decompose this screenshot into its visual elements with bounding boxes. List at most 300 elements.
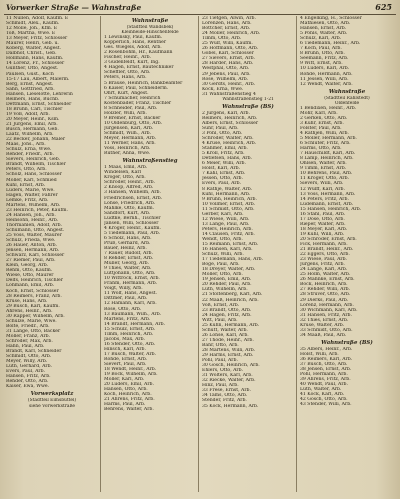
directory-entry: Bahr, Otto, Arb.: [202, 342, 239, 348]
directory-entry: Kühl, Hermann, Arb.: [202, 191, 251, 197]
directory-entry: 31 Hansen, Fritz, Arb.: [300, 312, 352, 318]
directory-entry: 30 Gosch, Heinrich, Arb.: [202, 363, 260, 369]
directory-entry: Wendt, Otto, Arb.: [202, 236, 243, 242]
directory-entry: Jürgens, Fritz, Arb.: [300, 262, 345, 268]
directory-entry: 5 Möller, Hermann, Arb.: [300, 136, 357, 142]
directory-entry: Fölster, Paul, Arb.: [300, 125, 342, 131]
directory-entry: Dalbhof, Christ., Geb.: [6, 51, 57, 57]
directory-entry: 30 Gerdts, Heinr., Arb.: [202, 81, 256, 87]
directory-entry: Kühl, Ernst, Arb.: [6, 182, 46, 188]
running-head: Vorwerker Straße — Wahnstraße: [6, 3, 142, 12]
directory-entry: 5 Pöhls, Walter, Arb.: [300, 31, 348, 37]
directory-entry: 31 Lange, Otto, Bäcker: [6, 328, 61, 334]
directory-entry: Rose, Wilhelm, Arb.: [202, 76, 249, 82]
directory-entry: Frahm, Hermann, Arb.: [104, 281, 158, 287]
directory-entry: Kröger, Otto, Arb.: [104, 175, 146, 181]
directory-entry: 7 Koch, Paul, Arb.: [300, 46, 342, 52]
directory-entry: Hansen, Otto, Arb.: [104, 387, 148, 393]
directory-entry: 16 Stahl, Paul, Arb.: [300, 211, 346, 217]
directory-entry: Mohr, Karl, Arb.: [300, 110, 338, 116]
directory-entry: 19 Bock, Wilhelm, Arb.: [104, 372, 158, 378]
directory-entry: Lüttjohann, Otto, Arb.: [104, 271, 156, 277]
directory-entry: Bauer, Heinz, Arb.: [104, 245, 147, 251]
directory-entry: Timm, Otto, Arb.: [202, 36, 242, 42]
directory-entry: Böttcher, Ernst, Arb.: [202, 26, 251, 32]
directory-entry: 3 Kuhr, Ernst, Arb.: [300, 120, 344, 126]
directory-entry: 35 Albers, Heinr., Arb.: [300, 346, 353, 352]
directory-entry: Voß, Ernst, Arb.: [202, 302, 240, 308]
directory-entry: Rehder, Otto, Arb.: [6, 379, 49, 385]
directory-entry: Paulsen, Gust., Koch: [6, 71, 54, 77]
directory-entry: 29 Busch, Karl, Kaufm.: [6, 303, 60, 309]
directory-entry: Möller, Karl, Arb.: [104, 377, 145, 383]
directory-entry: 8 Rathje, Walter, Arb.: [202, 186, 253, 192]
directory-entry: Jacobs, Max, Arb.: [104, 336, 146, 342]
directory-entry: 28 Martens, Willi, Arb.: [202, 348, 256, 353]
directory-entry: 23 Brandt, Otto, Arb.: [202, 307, 252, 313]
directory-entry: Koch, Ernst, Schlosser: [6, 288, 59, 294]
directory-entry: 6 Schlüter, Fritz, Arb.: [300, 141, 351, 147]
directory-entry: 3 Hansen, Wilhelm, Arb.: [104, 190, 161, 196]
directory-entry: 14 Peters, Fritz, Arb.: [300, 196, 349, 202]
directory-entry: Hölzler, Willi, Arb.: [104, 110, 147, 116]
directory-entry: Rose, Otto, Arb.: [104, 306, 142, 312]
directory-entry: Lohse, Friedrich, Arb.: [104, 200, 156, 206]
directory-entry: Schwarz, Karl, Schlosser: [6, 253, 65, 259]
directory-entry: Möller, Otto, Arb.: [202, 272, 243, 278]
directory-entry: 31 Wahnstraßenstieg 4: [202, 91, 256, 97]
directory-entry: Lüdtke, Bernh., Tischler: [104, 215, 161, 221]
directory-entry: 26 Hoffmann, Otto, Arb.: [202, 46, 259, 52]
directory-entry: 40 Wendt, Paul, Arb.: [300, 382, 348, 388]
column-4: [300, 16, 394, 494]
directory-entry: 22 Eggers, Otto, Arb.: [300, 252, 350, 258]
directory-entry: Kopperlich, Hans, Rentner: [104, 40, 167, 46]
directory-entry: Hollmann, Hans, Kaufm.: [6, 56, 64, 62]
directory-entry: 29 Jebens, Paul, Arb.: [202, 71, 251, 77]
directory-entry: 11 Schmidt, Otto, Arb.: [202, 206, 255, 212]
directory-entry: Suhr, Paul, Arb.: [202, 125, 239, 131]
directory-entry: Meyer, Willy, Arb.: [6, 359, 48, 365]
directory-entry: Reimers, Heinrich, Arb.: [202, 115, 258, 121]
directory-entry: Ohrt, Kurt, Angest.: [104, 90, 149, 96]
directory-entry: 33 Schmidt, Otto, Arb.: [300, 327, 353, 333]
directory-entry: 22 Maaß, Heinrich, Arb.: [202, 297, 259, 303]
directory-entry: Evers, Paul, Arb.: [202, 181, 242, 187]
street-heading: Wahnstraße (BS): [222, 103, 274, 110]
street-subheading: (Stadtteil Rahlstedt): [324, 95, 370, 101]
directory-entry: Brandt, Wilhelm, Tischler: [6, 162, 66, 168]
directory-entry: Maurer, Henri, Geb. u.: [6, 41, 59, 47]
directory-entry: Ahrens, Heinr., Arb.: [6, 308, 53, 314]
directory-entry: Schmidt, Alex., Kaufm.: [6, 21, 60, 27]
column-divider: [296, 16, 297, 492]
directory-entry: 27 Sievers, Ernst, Arb.: [202, 56, 255, 62]
street-subheading: (Stadtteil Wandsbek): [126, 25, 174, 30]
directory-entry: Bock, Heinrich, Arb.: [300, 282, 348, 288]
directory-entry: 13 Lange, Paul, Arb.: [202, 221, 250, 227]
directory-entry: 5 Brause, Heinrich, Bankbeamter: [104, 80, 183, 86]
directory-entry: Lüth, Wilhelm, Arb.: [202, 287, 248, 293]
street-subheading: (Stadtteil Eimsbüttel): [27, 398, 77, 404]
directory-entry: Hahn, Paul, Arb.: [6, 344, 45, 350]
directory-entry: Behrens, Walter, Arb.: [104, 407, 154, 413]
directory-entry: Dittmer, Paul, Arb.: [104, 296, 148, 302]
directory-entry: 15-17 Lau, Albert, Malerm.: [6, 76, 70, 82]
directory-entry: Möller, Franz, Arb.: [6, 333, 51, 339]
directory-entry: Berg, Ernst, Angest.: [6, 81, 54, 87]
directory-entry: 6 Kaiser, Paul, Schneiderm.: [104, 85, 169, 91]
directory-entry: 27 Thode, Heinr., Arb.: [202, 337, 254, 343]
directory-entry: Ges. Wiegels, Adolf, Arb.: [104, 45, 162, 51]
directory-entry: Prüß, Gerhard, Arb.: [104, 240, 151, 246]
directory-entry: Ehlers, Otto, Arb.: [202, 368, 244, 374]
directory-entry: Kruse, Walter, Arb.: [300, 322, 345, 328]
directory-entry: Schumann, Otto, Angest.: [6, 227, 65, 233]
directory-entry: Voigt, Willy, Arb.: [104, 286, 143, 292]
directory-entry: 28 Harder, Hans, Arb.: [202, 61, 254, 67]
directory-entry: 20 Rehder, Paul, Arb.: [202, 282, 252, 288]
directory-entry: Peters, Hans, Arb.: [104, 75, 147, 81]
column-divider: [100, 16, 101, 492]
directory-entry: 21 Jürgens, Emil, Arb.: [6, 121, 58, 127]
directory-entry: 26 Hauer, Anton, Arb.: [6, 243, 58, 249]
directory-entry: Stahmer, Emil, Arb.: [202, 146, 248, 152]
page-header: [4, 2, 396, 15]
directory-entry: Schmidt, Otto, Arb.: [6, 354, 52, 360]
directory-entry: 2 Gerken, Otto, Arb.: [300, 115, 348, 121]
directory-entry: 5 Kroll, Fritz, Arb.: [202, 151, 245, 157]
directory-entry: Witt, Paul, Arb.: [202, 317, 238, 323]
directory-entry: Windelsen, Karl: [104, 170, 141, 176]
directory-entry: 23 Wiese, Paul, Arb.: [300, 257, 348, 263]
directory-entry: 9 Thies, Walter, Arb.: [104, 266, 152, 272]
directory-entry: Gerber, Karl, Arb.: [202, 211, 244, 217]
directory-entry: 25 Wulf, Willi, Kaufm.: [202, 41, 253, 47]
directory-entry: 20 Schröder, Ernst, Arb.: [300, 236, 357, 242]
directory-entry: Thormählen, Adolf, Arb.: [6, 222, 62, 228]
directory-entry: 24 Hagen, Fritz, Arb.: [202, 312, 252, 318]
directory-entry: Friedrichsen, Ernst, Arb.: [104, 195, 163, 201]
directory-entry: Bolte, Friedr., Arb.: [6, 323, 50, 329]
directory-entry: 12 Wiese, Willi, Arb.: [202, 216, 250, 222]
directory-entry: 4 Hagen, Ernst, Bautechniker: [104, 65, 174, 71]
directory-entry: 14 Lorenz, Fr., Schlosser: [6, 61, 65, 67]
directory-entry: Rüther, Anna, Wwe.: [104, 151, 151, 157]
directory-entry: Timm, Heinrich, Arb.: [104, 331, 154, 337]
directory-entry: 1 Bendixen, Heinr., Arb.: [300, 105, 357, 111]
directory-entry: Schulz, Frieda, Wwe.: [6, 238, 56, 244]
directory-entry: 32 Riecke, Walter, Arb.: [202, 378, 256, 384]
directory-entry: 29 Dierks, Paul, Arb.: [300, 297, 349, 303]
directory-entry: Wiese, Otto, Maurer: [6, 273, 54, 279]
directory-entry: Schütt, Walter, Arb.: [202, 327, 248, 333]
directory-entry: 6 Meier, Willi, Arb.: [202, 161, 246, 167]
directory-entry: 18 Wendt, Heinr., Arb.: [104, 367, 157, 373]
street-heading: Wahnstraße (BS): [321, 339, 373, 346]
directory-entry: Lüth, Gerhard, Arb.: [6, 364, 52, 370]
directory-entry: Hansen, Ernst, Arb.: [300, 26, 347, 32]
street-subheading: siehe Vorwerkstraße: [29, 403, 75, 409]
directory-entry: 11 Werner, Hans, Arb.: [104, 141, 156, 147]
directory-entry: 17 Busch, Walter, Arb.: [104, 351, 157, 357]
directory-entry: Maas, Johs., Arb.: [6, 142, 46, 148]
directory-entry: 42 Gosch, Otto, Arb.: [300, 397, 348, 403]
directory-entry: 28 Reimers, Franz, Arb.: [6, 293, 62, 299]
directory-entry: 3 Gudenfeldt, Kurt, Ing.: [104, 60, 160, 66]
directory-entry: 9 Witt, Ernst, Arb.: [300, 61, 343, 67]
directory-entry: 31 Wolters, Karl, Arb.: [202, 373, 253, 379]
directory-entry: Schulze, Marie, Wwe.: [6, 318, 57, 324]
directory-entry: 11 Jessen, Willi, Arb.: [300, 76, 349, 82]
directory-entry: Kostenbader, Franz, Tischler: [104, 100, 172, 106]
directory-entry: 11 Nullen, Adolf, Kaufm. E: [6, 16, 69, 21]
street-heading: Wahnstraße: [328, 88, 366, 95]
directory-entry: Schröder, Max, Arb.: [6, 339, 53, 344]
directory-entry: Albers, Ernst, Schlosser: [202, 120, 259, 126]
directory-entry: 12 Wulff, Karl, Arb.: [300, 186, 345, 192]
street-subheading: Wahnstraßenstieg 1-21: [222, 96, 274, 102]
directory-entry: 4 Kruse, Heinrich, Arb.: [202, 141, 257, 147]
directory-entry: 30 Wichmann, Karl, Arb.: [300, 307, 358, 313]
directory-entry: Lüth, Walter, Arb.: [300, 387, 342, 393]
directory-entry: Brandt, Karl, Schneider: [6, 349, 62, 355]
directory-entry: Dettmann, Ernst, Schneider: [6, 101, 72, 107]
directory-entry: 10 Wittrock, Ernst, Arb.: [104, 276, 160, 282]
directory-entry: Schulz, Erna, Wwe.: [6, 147, 52, 153]
directory-entry: Mahlke, Otto, Kaufm.: [104, 205, 155, 211]
directory-entry: Meyer, Hermann, Arb.: [104, 136, 157, 142]
directory-entry: 22 Becker, Johann, Maler: [6, 137, 66, 143]
directory-entry: Sievert, Paul, Arb.: [104, 362, 147, 368]
directory-entry: Detlefsen, Hans, Arb.: [202, 156, 252, 162]
directory-entry: 38 Jensen, Ernst, Arb.: [300, 367, 352, 373]
directory-entry: Sievers, Heinrich, Geb.: [6, 157, 61, 163]
directory-entry: 2 Rosenbohm, Hr., Kaufmann: [104, 50, 173, 56]
directory-entry: Lüdemann, Ernst, Arb.: [300, 201, 354, 207]
directory-entry: Seemann, Fritz, Arb.: [300, 56, 349, 62]
directory-entry: 8 Rehder, Ernst, Arb.: [104, 256, 154, 262]
page-number: 625: [375, 2, 392, 12]
directory-entry: 28 Strüver, Otto, Arb.: [300, 292, 351, 298]
directory-entry: Peters, Otto, Arb.: [6, 167, 47, 173]
directory-entry: Voss, Heinrich, Arb.: [104, 146, 151, 152]
directory-entry: 25 Voss, Walter, Maurer: [6, 233, 62, 239]
directory-entry: Reimers, Hans, Buchb.: [6, 96, 60, 102]
directory-entry: 4 Kröger, Heinr., Kaufm.: [104, 225, 161, 231]
directory-entry: Lemke, Fritz, Arb.: [6, 197, 49, 203]
directory-entry: 26 Mahnke, Ernst, Arb.: [300, 277, 355, 283]
directory-entry: Delfs, Heinrich, Tischler: [6, 278, 63, 284]
directory-entry: 34 Tams, Otto, Arb.: [202, 393, 248, 399]
directory-entry: 8 Schneider, Paul, Arb.: [104, 105, 158, 111]
directory-entry: Schulz, Karl, Arb.: [300, 36, 342, 42]
directory-entry: 10 Oldenburg, Otto, Arb.: [104, 120, 163, 126]
directory-entry: 17 Tiedemann, Hans, Arb.: [202, 257, 264, 263]
directory-entry: 19 Kühl, Willi, Arb.: [300, 231, 345, 237]
directory-entry: 4 Rathjen, Willi, Arb.: [300, 130, 349, 136]
directory-entry: Harms, Otto, Arb.: [300, 146, 342, 152]
directory-entry: 7 Kahl, Ernst, Arb.: [202, 171, 246, 177]
directory-entry: Kaiser, Ewa, Wwe.: [6, 384, 50, 390]
directory-entry: 30 Rapper, Wilhelm, Arb.: [6, 313, 65, 319]
directory-entry: 18 Bruhn, Carl, Tischler: [6, 106, 63, 112]
directory-entry: Scholz, Hans, Schlosser: [6, 172, 62, 178]
directory-entry: Lüders, Marie, Wwe.: [6, 187, 55, 193]
directory-entry: 17 Dose, Otto, Arb.: [300, 216, 345, 222]
directory-entry: Holst, Willi, Arb.: [300, 351, 339, 357]
directory-entry: 10 Behrens, Paul, Arb.: [300, 171, 353, 177]
street-heading: Wahnstraßenstieg: [122, 158, 178, 165]
directory-entry: Stender, Fritz, Arb.: [202, 398, 247, 404]
directory-entry: 36 Reimers, Karl, Arb.: [300, 357, 353, 362]
directory-entry: Fischer, Heinr., Arb.: [104, 55, 152, 61]
column-1: [6, 16, 98, 494]
directory-entry: Kruse, Hans, Arb.: [6, 298, 48, 304]
directory-entry: 12 Wendt, Walter, Arb.: [300, 81, 353, 87]
directory-entry: 24 Möller, Heinrich, Arb.: [202, 31, 261, 37]
directory-entry: Hansen, Lieselotte, Lehrerin: [6, 91, 73, 97]
directory-entry: 9 Timm, Ernst, Arb.: [300, 166, 347, 172]
directory-entry: 12 Hamann, Karl, Arb.: [104, 301, 157, 307]
directory-entry: 4 Engelking, H., Schlosser: [300, 16, 362, 21]
directory-entry: Heinsohn, Heinr., Arb.: [6, 217, 59, 223]
directory-entry: Laatz, Wilhelm, Arb.: [6, 132, 54, 138]
directory-entry: 19 Jensen, Emil, Arb.: [202, 277, 252, 283]
directory-entry: 14 Brandt, Hermann, Arb.: [104, 321, 166, 327]
directory-entry: Busch, Hermann, Geb.: [6, 127, 59, 133]
directory-entry: Koberg, Walter, Angest.: [6, 46, 62, 52]
directory-entry: 14 Clausen, Fritz, Arb.: [202, 231, 255, 237]
directory-entry: Schröder, Heinr., Arb.: [104, 180, 156, 186]
directory-entry: 23 Heinrich, Peter, Kaufm.: [6, 207, 68, 213]
directory-entry: Peters, Heinrich, Arb.: [202, 226, 253, 232]
directory-entry: 15 Reimann, Ernst, Arb.: [202, 242, 259, 248]
directory-entry: 2 Jürgens, Karl, Arb.: [202, 110, 250, 116]
directory-entry: Jessen, Otto, Arb.: [202, 176, 243, 182]
directory-entry: 2 Knoop, Alfred, Arb.: [104, 185, 154, 191]
directory-entry: 18 Meyer, Karl, Arb.: [300, 226, 348, 232]
directory-entry: Hinsch, Karl, Arb.: [104, 346, 146, 352]
directory-entry: 20 Meyer, Heinr., Ksm.: [6, 116, 60, 122]
directory-entry: 25 Holm, Walter, Arb.: [300, 272, 351, 278]
directory-entry: Fick, Hermann, Arb.: [300, 242, 348, 248]
directory-entry: Hagen, Walter, Fahrer: [6, 192, 58, 198]
directory-entry: Koch, Heinrich, Arb.: [104, 392, 152, 398]
directory-entry: 21 Brandt, Heinr., Arb.: [300, 247, 354, 253]
directory-entry: Lohmann, Emil, Arb.: [6, 283, 55, 289]
directory-entry: Rehder, Friedr., Arb.: [6, 152, 54, 158]
directory-entry: Hansen, Fritz, Arb.: [6, 374, 51, 380]
directory-entry: 25 Kühn, Hermann, Arb.: [202, 322, 260, 328]
directory-entry: Mathiesen, Otto, Arb.: [300, 21, 351, 27]
directory-entry: Lorenzen, Hans, Arb.: [202, 21, 252, 27]
directory-entry: Müller, Georg, Arb.: [104, 261, 150, 267]
directory-entry: 6 Scholz, Hans, Arb.: [104, 235, 152, 241]
street-subheading: Kleinheide-Hinschenfelde: [121, 30, 179, 36]
directory-entry: 6 Tiedemann, Heinr., Arb.: [300, 41, 361, 47]
directory-entry: 7 Hauschildt, Karl, Arb.: [300, 151, 356, 157]
directory-entry: 24 Lange, Karl, Arb.: [300, 267, 348, 273]
directory-entry: 13 Meyer, Fritz, Schlosser: [6, 36, 68, 42]
directory-entry: Westphal, Otto, Arb.: [202, 66, 250, 72]
directory-entry: 13 Voss, Hermann, Arb.: [300, 191, 356, 197]
directory-entry: Sahn, Gottfried, Arb.: [6, 86, 55, 92]
directory-entry: Kock, Erna, Wwe.: [202, 86, 244, 92]
directory-entry: 20 Lüders, Emil, Arb.: [104, 382, 154, 388]
directory-entry: Toß, Martha, Wwe. E: [6, 31, 56, 37]
directory-entry: 13 Baumann, Wilh., Arb.: [104, 311, 162, 317]
directory-entry: Göbel, Karl, Schlosser: [202, 51, 254, 57]
directory-entry: 35 Kock, Hermann, Arb.: [202, 403, 259, 409]
directory-entry: Martens, Wilhelm, Arb.: [6, 202, 61, 208]
directory-entry: 34 Maaß, Paul, Arb.: [300, 332, 347, 338]
street-heading: Wahnstraße: [131, 18, 169, 24]
column-3: [202, 16, 294, 494]
directory-entry: Schröder, Walter, Arb.: [202, 136, 254, 142]
directory-entry: 5 Tiedemann, Paul, Arb.: [104, 230, 161, 236]
directory-entry: 37 Busch, Otto, Arb.: [300, 362, 348, 368]
directory-entry: Evers, Paul, Arb.: [6, 369, 46, 375]
directory-entry: 16 Hansen, Karl, Arb.: [202, 247, 253, 253]
directory-entry: Scheffler, Otto, Arb.: [104, 70, 151, 76]
directory-entry: 21 Stoltenberg, Karl, Arb.: [202, 292, 263, 298]
directory-entry: 12 Mölle, Joh., Kfm. E: [6, 26, 58, 32]
directory-entry: Rohde, Hermann, Arb.: [300, 71, 353, 77]
directory-entry: Jürgensen, Karl, Arb.: [104, 125, 154, 131]
directory-entry: 11 Kröger, Otto, Arb.: [300, 176, 350, 182]
directory-entry: 1 Maas, Emil, Arb.: [104, 165, 148, 171]
directory-entry: 23 Tietgen, Alwin, Arb.: [202, 16, 256, 21]
directory-entry: 10 Lüders, Karl, Arb.: [300, 66, 350, 72]
directory-entry: 27 Rehder, Willi, Arb.: [300, 287, 351, 293]
directory-entry: 29 Harms, Ernst, Arb.: [202, 353, 254, 359]
directory-entry: Rohde, Ernst, Arb.: [104, 357, 148, 362]
directory-entry: Jansen, Willi, Schlosser: [104, 220, 159, 226]
column-2: [104, 16, 196, 494]
directory-entry: Schmidt, Wilh., Arb.: [104, 130, 152, 136]
directory-entry: 41 Kock, Karl, Arb.: [300, 392, 345, 398]
directory-entry: Lorenz, Hermann, Arb.: [300, 302, 354, 308]
directory-entry: 8 Bruhn, Otto, Arb.: [300, 51, 345, 57]
directory-entry: Günther, Otto, Angest.: [6, 66, 59, 72]
directory-entry: 24 Hansen, Joh., Arb.: [6, 212, 56, 218]
directory-entry: 18 Dreyer, Walter, Arb.: [202, 267, 256, 273]
directory-entry: 26 Lohse, Karl, Arb.: [202, 332, 249, 338]
directory-entry: 27 Riemer, Paul, Arb.: [6, 258, 56, 264]
street-heading: Vorwerksplatz: [30, 391, 74, 398]
directory-entry: Pohl, Hermann, Arb.: [300, 372, 348, 378]
directory-entry: Pohl, Paul, Arb.: [202, 358, 238, 364]
directory-entry: 9 Bremer, Ernst, Bäcker: [104, 115, 161, 121]
directory-entry: 3 Pohl, Otto, Arb.: [202, 130, 243, 136]
directory-entry: 19 Voß, Adolf, Arb.: [6, 111, 50, 117]
directory-entry: 39 Ahrens, Fritz, Arb.: [300, 377, 351, 383]
directory-entry: 1 Lewinsky, Paul, Kaufm.: [104, 35, 163, 41]
directory-entry: Klein, Georg, Arb.: [6, 263, 49, 269]
directory-entry: 9 Bruhn, Heinrich, Arb.: [202, 196, 257, 202]
directory-entry: Rehm, Otto, Kaufm.: [6, 268, 53, 274]
directory-entry: 32 Thies, Ernst, Arb.: [300, 317, 349, 323]
directory-entry: Harms, Paul, Arb.: [104, 402, 146, 408]
column-divider: [198, 16, 199, 492]
directory-entry: Hinz, Paul, Arb.: [202, 383, 239, 389]
street-subheading: Oldenfelde: [334, 100, 360, 106]
directory-entry: 33 Frese, Ernst, Arb.: [202, 388, 251, 394]
directory-entry: 7 Rauer, Rudolf, Arb.: [104, 251, 153, 257]
directory-entry: 11 Wolf, Hans, Angest.: [104, 291, 157, 297]
directory-entry: 16 Stender, Otto, Arb.: [104, 341, 156, 347]
